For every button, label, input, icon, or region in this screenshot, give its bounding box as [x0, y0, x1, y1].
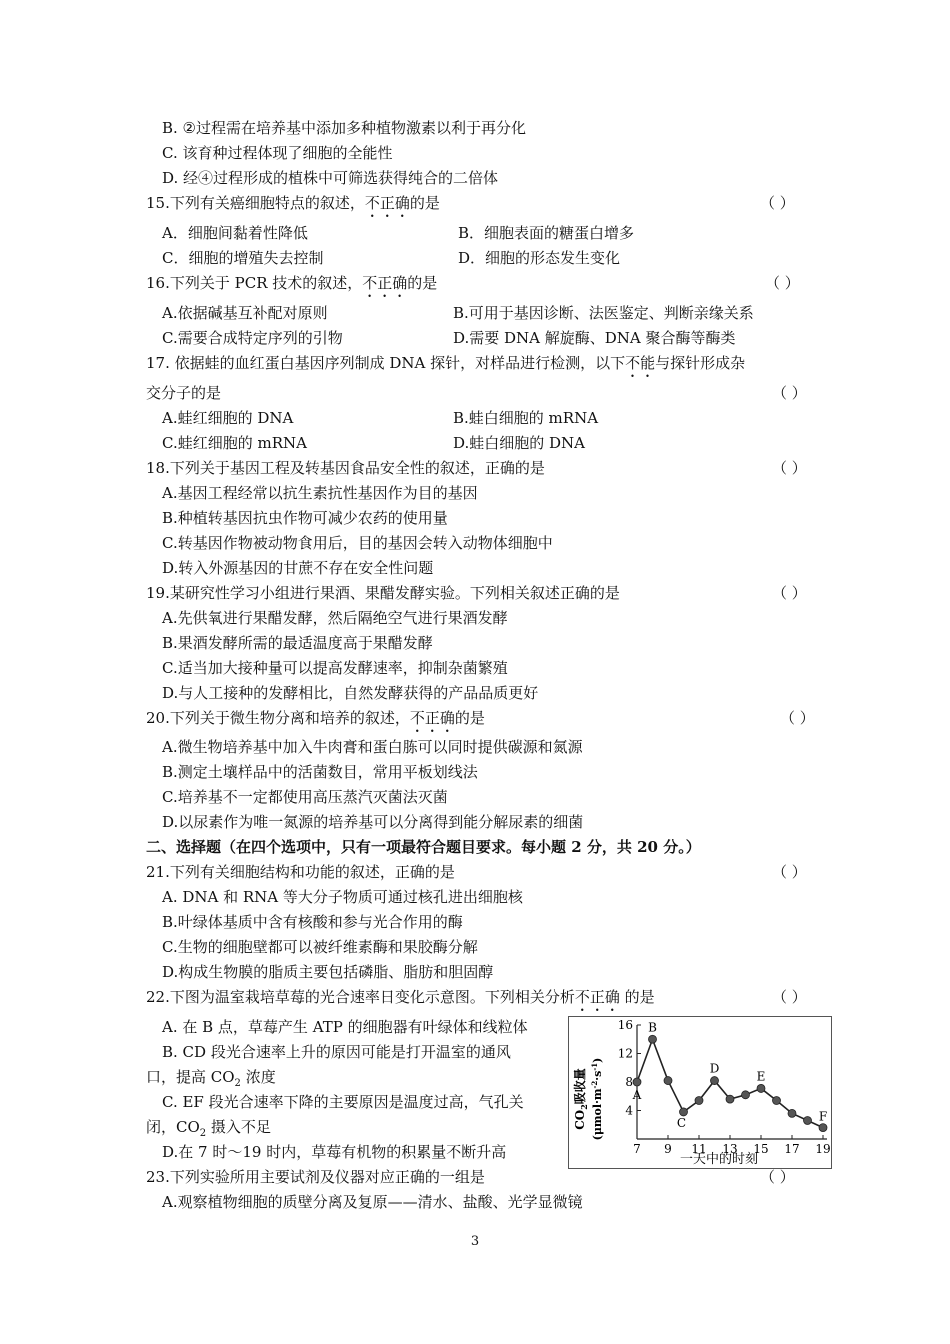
q19-option-d: D.与人工接种的发酵相比，自然发酵获得的产品品质更好 [162, 684, 539, 702]
chart-x-tick-label: 17 [784, 1142, 800, 1156]
chart-data-point [649, 1035, 657, 1043]
q16-option-d: D.需要 DNA 解旋酶、DNA 聚合酶等酶类 [453, 329, 736, 347]
chart-x-tick-label: 19 [815, 1142, 831, 1156]
q14-option-d: D. 经④过程形成的植株中可筛选获得纯合的二倍体 [162, 169, 499, 187]
svg-text:CO2吸收量 [572, 1068, 589, 1130]
svg-text:(μmol·m-2·s-1) [590, 1058, 604, 1141]
chart-y-tick-label: 16 [617, 1018, 633, 1032]
q15-option-b: B．细胞表面的糖蛋白增多 [458, 224, 635, 242]
chart-y-unit-mid: ·s [591, 1070, 604, 1081]
chart-canvas [569, 1017, 831, 1168]
q16-answer-paren: （ ） [765, 274, 800, 292]
chart-x-tick-label: 9 [664, 1142, 672, 1156]
chart-point-label: A [632, 1088, 642, 1102]
q18-stem: 18.下列关于基因工程及转基因食品安全性的叙述，正确的是 [146, 459, 545, 477]
q16-option-c: C.需要合成特定序列的引物 [162, 329, 343, 347]
chart-data-point [742, 1091, 750, 1099]
q15-option-c: C．细胞的增殖失去控制 [162, 249, 324, 267]
q15-answer-paren: （ ） [760, 194, 795, 212]
q20-option-c: C.培养基不一定都使用高压蒸汽灭菌法灭菌 [162, 788, 448, 806]
chart-y-unit-post: ) [591, 1057, 604, 1063]
chart-point-label: E [756, 1069, 766, 1084]
q21-option-d: D.构成生物膜的脂质主要包括磷脂、脂肪和胆固醇 [162, 963, 494, 981]
chart-points [633, 1035, 827, 1131]
chart-y-label-main: CO [573, 1109, 587, 1130]
q14-option-c: C. 该育种过程体现了细胞的全能性 [162, 144, 393, 162]
q22-option-b-continued: 口，提高 $CO_2$ 浓度 [146, 1068, 276, 1089]
chart-x-tick-label: 7 [633, 1142, 641, 1156]
chart-y-tick-label: 12 [617, 1046, 633, 1061]
q22-option-a: A. 在 B 点，草莓产生 ATP 的细胞器有叶绿体和线粒体 [162, 1018, 528, 1036]
q17-stem: 17. 依据蛙的血红蛋白基因序列制成 DNA 探针，对样品进行检测，以下不能与探针形成杂 [146, 354, 746, 372]
q20-option-a: A.微生物培养基中加入牛肉膏和蛋白胨可以同时提供碳源和氮源 [162, 738, 583, 756]
chart-y-label-sub: 2 [579, 1104, 589, 1110]
q19-option-b: B.果酒发酵所需的最适温度高于果醋发酵 [162, 634, 433, 652]
q21-answer-paren: （ ） [772, 863, 807, 881]
chart-point-label: F [818, 1109, 828, 1124]
chart-y-tick-label: 4 [625, 1103, 633, 1118]
q18-option-b: B.种植转基因抗虫作物可减少农药的使用量 [162, 509, 448, 527]
chart-y-tick-label: 8 [625, 1075, 633, 1089]
q17-answer-paren: （ ） [772, 384, 807, 402]
q17-stem-continued: 交分子的是 [146, 384, 222, 402]
chart-x-tick-label: 11 [691, 1142, 707, 1156]
q21-option-a: A. DNA 和 RNA 等大分子物质可通过核孔进出细胞核 [162, 888, 523, 906]
q17-option-b: B.蛙白细胞的 mRNA [453, 409, 599, 427]
q22-stem: 22.下图为温室栽培草莓的光合速率日变化示意图。下列相关分析不正确 的是 [146, 988, 655, 1006]
q19-stem: 19.某研究性学习小组进行果酒、果醋发酵实验。下列相关叙述正确的是 [146, 584, 620, 602]
chart-data-point [804, 1116, 812, 1124]
chart-data-point [664, 1077, 672, 1085]
chart-y-axis-label [572, 1058, 604, 1141]
q21-option-b: B.叶绿体基质中含有核酸和参与光合作用的酶 [162, 913, 463, 931]
q22-option-b: B. CD 段光合速率上升的原因可能是打开温室的通风 [162, 1043, 511, 1061]
q20-option-d: D.以尿素作为唯一氮源的培养基可以分离得到能分解尿素的细菌 [162, 813, 584, 831]
chart-y-unit-pre: (μmol·m [591, 1088, 604, 1141]
q23-stem: 23.下列实验所用主要试剂及仪器对应正确的一组是 [146, 1168, 485, 1186]
q15-option-d: D．细胞的形态发生变化 [458, 249, 621, 267]
chart-point-label: D [709, 1061, 720, 1076]
q20-answer-paren: （ ） [780, 709, 815, 727]
photosynthesis-rate-chart [568, 1016, 832, 1169]
page-number: 3 [470, 1234, 480, 1249]
q18-option-a: A.基因工程经常以抗生素抗性基因作为目的基因 [162, 484, 478, 502]
q17-option-c: C.蛙红细胞的 mRNA [162, 434, 307, 452]
q20-stem: 20.下列关于微生物分离和培养的叙述，不正确的是 [146, 709, 485, 727]
q22-answer-paren: （ ） [772, 988, 807, 1006]
q22-option-d: D.在 7 时～19 时内，草莓有机物的积累量不断升高 [162, 1143, 507, 1161]
q23-option-a: A.观察植物细胞的质壁分离及复原——清水、盐酸、光学显微镜 [162, 1193, 583, 1211]
q21-stem: 21.下列有关细胞结构和功能的叙述，正确的是 [146, 863, 455, 881]
q22-option-c: C. EF 段光合速率下降的主要原因是温度过高，气孔关 [162, 1093, 524, 1111]
q16-option-b: B.可用于基因诊断、法医鉴定、判断亲缘关系 [453, 304, 754, 322]
q16-option-a: A.依据碱基互补配对原则 [162, 304, 328, 322]
q18-option-c: C.转基因作物被动物食用后，目的基因会转入动物体细胞中 [162, 534, 553, 552]
chart-data-point [757, 1084, 765, 1092]
chart-data-point [726, 1095, 734, 1103]
chart-data-point [633, 1078, 641, 1086]
q19-answer-paren: （ ） [772, 584, 807, 602]
chart-data-point [773, 1097, 781, 1105]
chart-data-point [711, 1077, 719, 1085]
q19-option-c: C.适当加大接种量可以提高发酵速率，抑制杂菌繁殖 [162, 659, 508, 677]
q18-answer-paren: （ ） [772, 459, 807, 477]
chart-data-point [680, 1108, 688, 1116]
chart-data-point [819, 1124, 827, 1132]
section-2-heading: 二、选择题（在四个选项中，只有一项最符合题目要求。每小题 2 分，共 20 分。） [146, 838, 701, 856]
q18-option-d: D.转入外源基因的甘蔗不存在安全性问题 [162, 559, 434, 577]
q19-option-a: A.先供氧进行果醋发酵，然后隔绝空气进行果酒发酵 [162, 609, 508, 627]
q22-option-c-continued: 闭，$CO_2$ 摄入不足 [146, 1118, 271, 1139]
chart-data-point [788, 1109, 796, 1117]
q23-answer-paren: （ ） [760, 1168, 795, 1186]
chart-x-tick-label: 15 [753, 1142, 769, 1156]
chart-data-point [695, 1097, 703, 1105]
chart-y-unit-sup1: -2 [590, 1080, 599, 1089]
q17-option-d: D.蛙白细胞的 DNA [453, 434, 586, 452]
q17-option-a: A.蛙红细胞的 DNA [162, 409, 294, 427]
chart-y-label-rest: 吸收量 [573, 1068, 587, 1105]
chart-x-tick-label: 13 [722, 1142, 738, 1156]
q20-option-b: B.测定土壤样品中的活菌数目，常用平板划线法 [162, 763, 478, 781]
q15-stem: 15.下列有关癌细胞特点的叙述，不正确的是 [146, 194, 440, 212]
chart-point-labels [632, 1020, 828, 1130]
chart-point-label: B [648, 1020, 657, 1035]
chart-point-label: C [676, 1115, 687, 1130]
q14-option-b: B. ②过程需在培养基中添加多种植物激素以利于再分化 [162, 119, 527, 137]
chart-x-axis-label: 一天中的时刻 [679, 1152, 759, 1167]
q16-stem: 16.下列关于 PCR 技术的叙述，不正确的是 [146, 274, 438, 292]
q21-option-c: C.生物的细胞壁都可以被纤维素酶和果胶酶分解 [162, 938, 478, 956]
chart-y-unit-sup2: -1 [590, 1062, 599, 1071]
q15-option-a: A．细胞间黏着性降低 [162, 224, 308, 242]
